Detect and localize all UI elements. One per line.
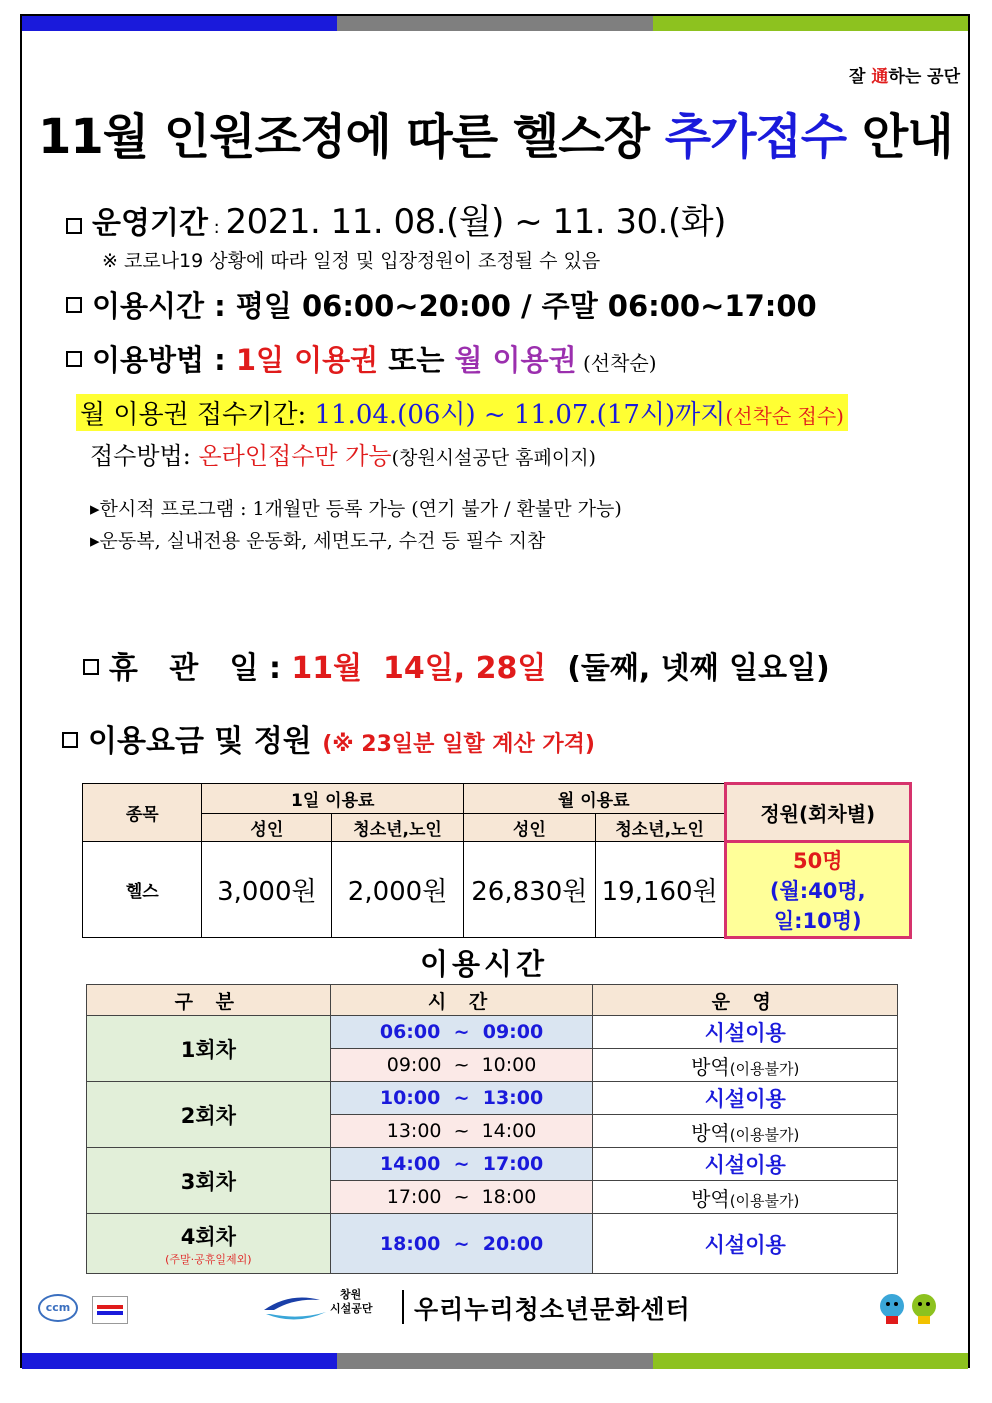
schedule-op-open: 시설이용 bbox=[593, 1016, 898, 1049]
fee-daily-youth: 2,000원 bbox=[332, 842, 464, 938]
fee-table bbox=[82, 782, 912, 939]
schedule-time-open: 06:00 ~ 09:00 bbox=[330, 1016, 593, 1049]
schedule-time-open: 10:00 ~ 13:00 bbox=[330, 1082, 593, 1115]
period-note: ※ 코로나19 상황에 따라 일정 및 입장정원이 조정될 수 있음 bbox=[102, 250, 601, 272]
schedule-header-time: 시 간 bbox=[330, 985, 593, 1016]
checkbox-bullet-icon bbox=[66, 218, 82, 234]
schedule-group: 2회차 bbox=[87, 1082, 331, 1148]
checkbox-bullet-icon bbox=[66, 351, 82, 367]
schedule-op-closed: 방역(이용불가) bbox=[593, 1115, 898, 1148]
schedule-op-open: 시설이용 bbox=[593, 1214, 898, 1274]
schedule-group: 1회차 bbox=[87, 1016, 331, 1082]
schedule-header-group: 구 분 bbox=[87, 985, 331, 1016]
period-section: 운영기간 : 2021. 11. 08.(월) ~ 11. 30.(화) bbox=[66, 194, 726, 243]
schedule-op-open: 시설이용 bbox=[593, 1148, 898, 1181]
fee-header-adult: 성인 bbox=[463, 814, 595, 842]
center-name: 우리누리청소년문화센터 bbox=[414, 1295, 691, 1324]
note-1: ▸한시적 프로그램 : 1개월만 등록 가능 (연기 불가 / 환불만 가능) bbox=[90, 498, 622, 520]
page-title: 11월 인원조정에 따른 헬스장 추가접수 안내 bbox=[38, 109, 953, 165]
mascot-icon bbox=[872, 1290, 952, 1330]
fee-daily-adult: 3,000원 bbox=[202, 842, 332, 938]
certification-logo-icon bbox=[92, 1296, 128, 1324]
method-section: 이용방법 : 1일 이용권 또는 월 이용권 (선착순) bbox=[66, 338, 657, 379]
fee-capacity bbox=[725, 842, 910, 938]
schedule-time-open: 14:00 ~ 17:00 bbox=[330, 1148, 593, 1181]
schedule-header-op: 운 영 bbox=[593, 985, 898, 1016]
org-name-small: 창원 시설공단 bbox=[330, 1288, 373, 1315]
checkbox-bullet-icon bbox=[66, 297, 82, 313]
bottom-color-bar bbox=[22, 1353, 968, 1369]
fee-header-monthly: 월 이용료 bbox=[463, 784, 725, 814]
schedule-title: 이용시간 bbox=[420, 947, 549, 981]
schedule-group: 3회차 bbox=[87, 1148, 331, 1214]
capacity-total: 50명 bbox=[793, 848, 843, 873]
schedule-table bbox=[86, 984, 898, 1274]
schedule-time-closed: 09:00 ~ 10:00 bbox=[330, 1049, 593, 1082]
fee-monthly-adult: 26,830원 bbox=[463, 842, 595, 938]
schedule-op-open: 시설이용 bbox=[593, 1082, 898, 1115]
schedule-time-open: 18:00 ~ 20:00 bbox=[330, 1214, 593, 1274]
checkbox-bullet-icon bbox=[62, 732, 78, 748]
schedule-op-closed: 방역(이용불가) bbox=[593, 1049, 898, 1082]
capacity-weekend: 일:10명) bbox=[773, 908, 862, 933]
fees-section: 이용요금 및 정원 (※ 23일분 일할 계산 가격) bbox=[62, 716, 595, 760]
fee-item: 헬스 bbox=[83, 842, 202, 938]
ccm-logo-icon: ccm bbox=[38, 1294, 78, 1322]
org-logo-icon bbox=[260, 1290, 340, 1330]
note-2: ▸운동복, 실내전용 운동화, 세면도구, 수건 등 필수 지참 bbox=[90, 530, 546, 552]
checkbox-bullet-icon bbox=[83, 659, 99, 675]
reception-method: 접수방법: 온라인접수만 가능(창원시설공단 홈페이지) bbox=[90, 442, 596, 470]
schedule-group: 4회차 (주말·공휴일제외) bbox=[87, 1214, 331, 1274]
footer-divider bbox=[402, 1290, 404, 1324]
slogan: 잘 通하는 공단 bbox=[849, 67, 960, 87]
schedule-time-closed: 13:00 ~ 14:00 bbox=[330, 1115, 593, 1148]
holiday-section: 휴 관 일 : 11월 14일, 28일 (둘째, 넷째 일요일) bbox=[62, 608, 830, 687]
fee-header-adult: 성인 bbox=[202, 814, 332, 842]
schedule-group-note: (주말·공휴일제외) bbox=[165, 1252, 252, 1266]
hours-section: 이용시간 : 평일 06:00~20:00 / 주말 06:00~17:00 bbox=[66, 284, 817, 325]
fee-header-youth: 청소년,노인 bbox=[595, 814, 725, 842]
fee-header-daily: 1일 이용료 bbox=[202, 784, 463, 814]
fee-header-capacity: 정원(회차별) bbox=[725, 784, 910, 842]
schedule-op-closed: 방역(이용불가) bbox=[593, 1181, 898, 1214]
reception-period: 월 이용권 접수기간: 11.04.(06시) ~ 11.07.(17시)까지(선착순 접수) bbox=[76, 394, 848, 431]
fee-header-youth: 청소년,노인 bbox=[332, 814, 464, 842]
capacity-weekday: (월:40명, bbox=[769, 878, 866, 903]
fee-header-item: 종목 bbox=[83, 784, 202, 842]
schedule-time-closed: 17:00 ~ 18:00 bbox=[330, 1181, 593, 1214]
fee-monthly-youth: 19,160원 bbox=[595, 842, 725, 938]
